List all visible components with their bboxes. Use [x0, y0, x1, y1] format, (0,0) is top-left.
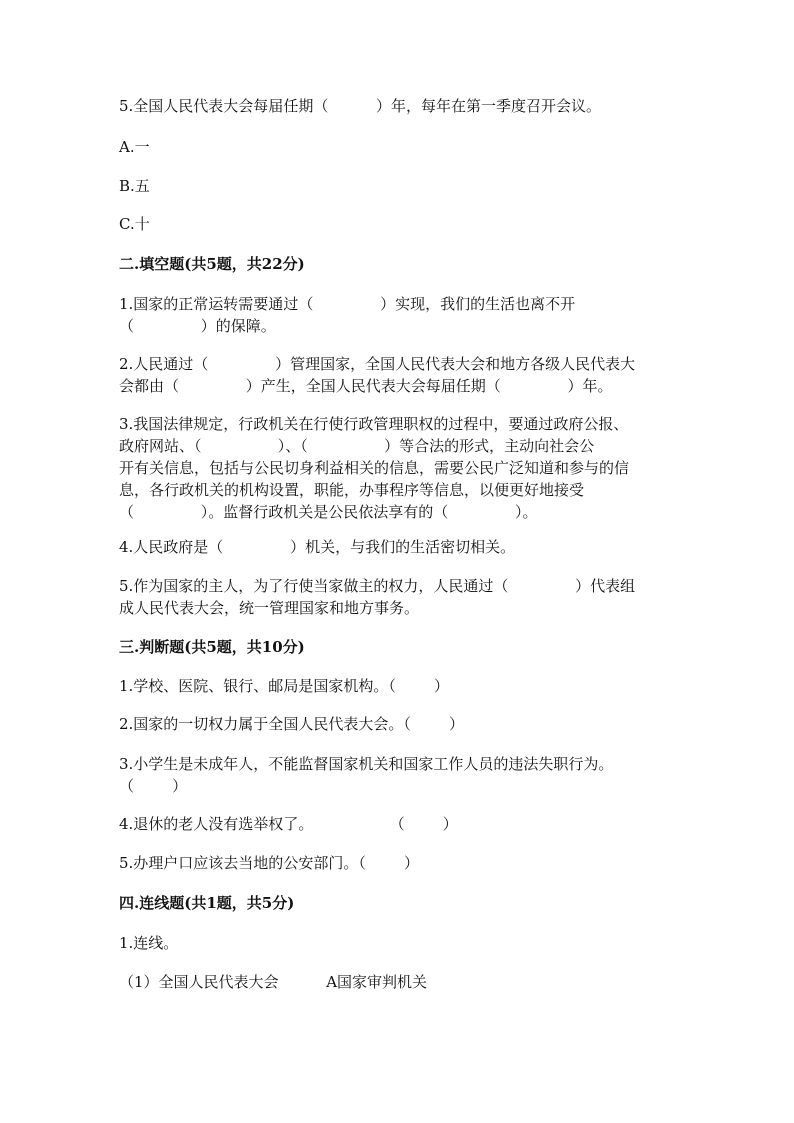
question-3-5: 5.办理户口应该去当地的公安部门。（ ）	[119, 854, 419, 872]
section-3-heading: 三.判断题(共5题，共10分)	[119, 638, 305, 656]
question-2-3-line-4: 息，各行政机关的机构设置，职能，办事程序等信息，以便更好地接受	[119, 481, 585, 499]
section-4-heading: 四.连线题(共1题，共5分)	[119, 894, 295, 912]
question-2-1-line-2: （ ）的保障。	[119, 317, 276, 335]
question-2-3-line-2: 政府网站、（ ）、（ ）等合法的形式，主动向社会公	[119, 437, 595, 455]
question-2-1-line-1: 1.国家的正常运转需要通过（ ）实现，我们的生活也离不开	[119, 295, 576, 313]
section-2-heading: 二.填空题(共5题，共22分)	[119, 255, 305, 273]
matching-item-1: （1）全国人民代表大会 A国家审判机关	[119, 973, 428, 991]
question-3-1: 1.学校、医院、银行、邮局是国家机构。（ ）	[119, 677, 449, 695]
question-2-3-line-5: （ ）。监督行政机关是公民依法享有的（ ）。	[119, 503, 538, 521]
question-2-2-line-1: 2.人民通过（ ）管理国家，全国人民代表大会和地方各级人民代表大	[119, 355, 636, 373]
question-2-2-line-2: 会都由（ ）产生，全国人民代表大会每届任期（ ）年。	[119, 377, 613, 395]
question-2-3-line-3: 开有关信息，包括与公民切身利益相关的信息，需要公民广泛知道和参与的信	[119, 459, 630, 477]
question-2-5-line-1: 5.作为国家的主人，为了行使当家做主的权力，人民通过（ ）代表组	[119, 577, 636, 595]
question-4-1: 1.连线。	[119, 934, 179, 952]
option-b: B.五	[119, 177, 150, 195]
question-3-2: 2.国家的一切权力属于全国人民代表大会。（ ）	[119, 715, 464, 733]
question-2-3-line-1: 3.我国法律规定，行政机关在行使行政管理职权的过程中，要通过政府公报、	[119, 415, 629, 433]
question-3-4: 4.退休的老人没有选举权了。 （ ）	[119, 815, 458, 833]
question-2-4: 4.人民政府是（ ）机关，与我们的生活密切相关。	[119, 538, 516, 556]
question-2-5-line-2: 成人民代表大会，统一管理国家和地方事务。	[119, 599, 420, 617]
question-1-5: 5.全国人民代表大会每届任期（ ）年，每年在第一季度召开会议。	[119, 97, 601, 115]
question-3-3-line-2: （ ）	[119, 777, 188, 795]
option-c: C.十	[119, 215, 150, 233]
option-a: A.一	[119, 138, 150, 156]
question-3-3-line-1: 3.小学生是未成年人，不能监督国家机关和国家工作人员的违法失职行为。	[119, 755, 614, 773]
